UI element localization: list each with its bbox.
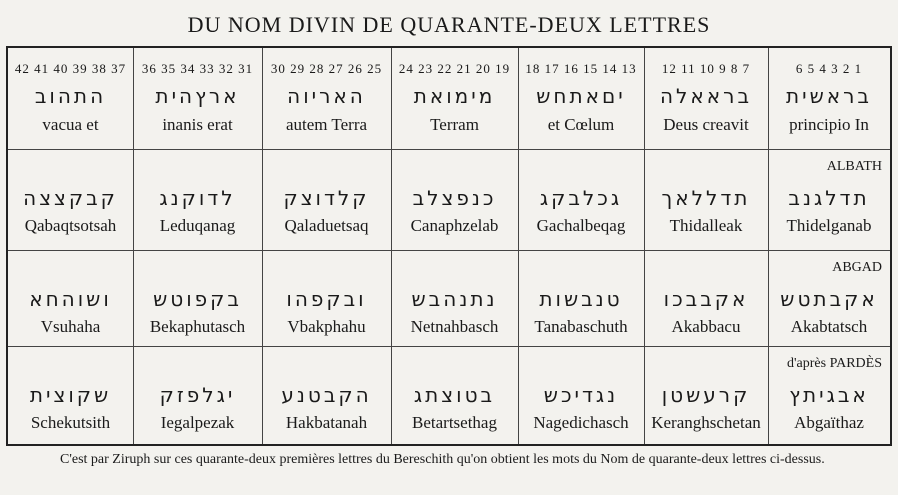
latin-translation: Terram [430, 115, 479, 134]
hebrew-letters: ובקפהו [286, 287, 367, 311]
transliterated-name: Qaladuetsaq [284, 216, 369, 235]
transliterated-name: Vbakphahu [287, 317, 366, 336]
latin-translation: vacua et [42, 115, 99, 134]
transliterated-name: Gachalbeqag [536, 216, 626, 235]
transliterated-name: Keranghschetan [651, 413, 761, 432]
hebrew-letters: לדוקנג [159, 186, 236, 210]
hebrew-letters: מימואת [413, 84, 496, 108]
hebrew-letters: ארץהית [155, 84, 240, 108]
hebrew-letters: ושוהחא [29, 287, 112, 311]
hebrew-letters: נתנהבש [411, 287, 498, 311]
section-label: ALBATH [826, 159, 882, 174]
hebrew-letters: האריוה [287, 84, 366, 108]
hebrew-letters: יגלפזק [159, 383, 236, 407]
transliterated-name: Netnahbasch [410, 317, 499, 336]
transliterated-name: Akabbacu [671, 317, 741, 336]
letter-numbers: 18 17 16 15 14 13 [525, 61, 637, 76]
letter-numbers: 36 35 34 33 32 31 [141, 61, 254, 76]
letter-numbers: 42 41 40 39 38 37 [14, 61, 127, 76]
transliterated-name: Hakbatanah [285, 413, 368, 432]
page-title: DU NOM DIVIN DE QUARANTE-DEUX LETTRES [187, 12, 711, 37]
hebrew-letters: נגדיכש [543, 383, 619, 407]
name-table [6, 46, 892, 446]
row-divider [8, 149, 890, 150]
latin-translation: principio In [789, 115, 869, 134]
latin-translation: inanis erat [162, 115, 233, 134]
letter-numbers: 12 11 10 9 8 7 [661, 61, 751, 76]
transliterated-name: Thidelganab [786, 216, 872, 235]
hebrew-letters: בקפוטש [153, 287, 242, 311]
letter-numbers: 6 5 4 3 2 1 [795, 61, 863, 76]
transliterated-name: Bekaphutasch [149, 317, 246, 336]
transliterated-name: Thidalleak [669, 216, 743, 235]
letter-numbers: 30 29 28 27 26 25 [270, 61, 383, 76]
transliterated-name: Leduqanag [159, 216, 236, 235]
transliterated-name: Nagedichasch [533, 413, 629, 432]
row-divider [8, 250, 890, 251]
transliterated-name: Qabaqtsotsah [24, 216, 117, 235]
section-label: ABGAD [832, 260, 882, 275]
hebrew-letters: אבגיתץ [789, 383, 869, 407]
transliterated-name: Schekutsith [30, 413, 111, 432]
transliterated-name: Betartsethag [412, 413, 497, 432]
latin-translation: et Cœlum [547, 115, 615, 134]
letter-numbers: 24 23 22 21 20 19 [398, 61, 511, 76]
latin-translation: Deus creavit [663, 115, 749, 134]
hebrew-letters: קבקצצה [23, 186, 118, 210]
latin-translation: autem Terra [285, 115, 368, 134]
hebrew-letters: שקוצית [29, 383, 112, 407]
hebrew-letters: אקבבכו [663, 287, 749, 311]
transliterated-name: Abgaïthaz [794, 413, 864, 432]
hebrew-letters: אקבתטש [780, 287, 878, 311]
hebrew-letters: גכלבקג [539, 186, 623, 210]
transliterated-name: Akabtatsch [790, 317, 868, 336]
transliterated-name: Iegalpezak [160, 413, 235, 432]
hebrew-letters: בראשית [785, 84, 872, 108]
hebrew-letters: קלדוצק [283, 186, 370, 210]
transliterated-name: Tanabaschuth [534, 317, 628, 336]
transliterated-name: Canaphzelab [410, 216, 499, 235]
hebrew-letters: קרעשטן [661, 383, 751, 407]
hebrew-letters: תדלגנב [788, 186, 870, 210]
hebrew-letters: הקבטנע [281, 383, 372, 407]
hebrew-letters: יםאתחש [536, 84, 626, 108]
hebrew-letters: בטוצתג [413, 383, 496, 407]
section-label: d'après PARDÈS [787, 356, 882, 371]
row-divider [8, 346, 890, 347]
caption: C'est par Ziruph sur ces quarante-deux premières lettres du Bereschith qu'on obtient les mots du Nom de quarante-deux lettres ci-dessus. [60, 452, 825, 467]
hebrew-letters: בראאלה [659, 84, 753, 108]
hebrew-letters: כנפצלב [412, 186, 497, 210]
transliterated-name: Vsuhaha [40, 317, 101, 336]
hebrew-letters: התהוב [34, 84, 107, 108]
hebrew-letters: תדללאך [661, 186, 751, 210]
hebrew-letters: טנבשות [539, 287, 623, 311]
